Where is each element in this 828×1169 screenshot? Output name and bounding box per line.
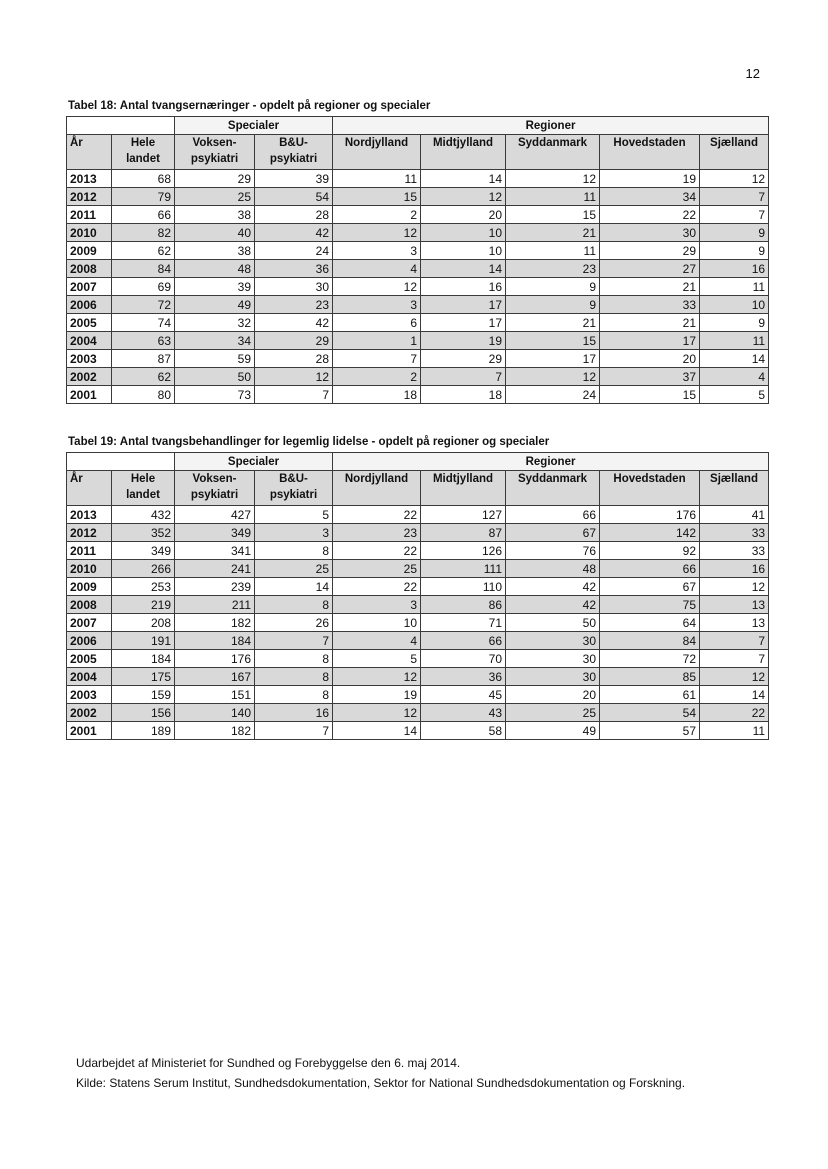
table-cell: 22 xyxy=(333,578,421,596)
table-cell: 3 xyxy=(255,524,333,542)
table-cell: 76 xyxy=(506,542,600,560)
table-cell: 23 xyxy=(255,296,333,314)
table-cell: 85 xyxy=(600,668,700,686)
table-cell: 36 xyxy=(421,668,506,686)
table-cell: 19 xyxy=(421,332,506,350)
table-cell: 18 xyxy=(333,386,421,404)
col-header-year: År xyxy=(67,471,112,506)
table-cell: 66 xyxy=(421,632,506,650)
row-year-cell: 2007 xyxy=(67,278,112,296)
table-cell: 34 xyxy=(175,332,255,350)
table-cell: 48 xyxy=(175,260,255,278)
table-cell: 126 xyxy=(421,542,506,560)
table-row xyxy=(67,386,769,404)
table-cell: 16 xyxy=(421,278,506,296)
table-cell: 3 xyxy=(333,296,421,314)
table-cell: 30 xyxy=(255,278,333,296)
table-cell: 25 xyxy=(175,188,255,206)
col-header-hele-landet: Hele landet xyxy=(112,135,175,170)
table-cell: 12 xyxy=(333,278,421,296)
table-row xyxy=(67,506,769,524)
table-cell: 4 xyxy=(700,368,769,386)
table-cell: 36 xyxy=(255,260,333,278)
row-year-cell: 2008 xyxy=(67,596,112,614)
table-cell: 12 xyxy=(506,368,600,386)
table-cell: 16 xyxy=(255,704,333,722)
table-18-body xyxy=(67,170,769,404)
table-cell: 12 xyxy=(333,668,421,686)
table-cell: 11 xyxy=(333,170,421,188)
table-cell: 63 xyxy=(112,332,175,350)
table-cell: 61 xyxy=(600,686,700,704)
table-cell: 92 xyxy=(600,542,700,560)
table-cell: 20 xyxy=(506,686,600,704)
table-cell: 3 xyxy=(333,242,421,260)
table-cell: 19 xyxy=(333,686,421,704)
group-header-regioner: Regioner xyxy=(333,453,769,471)
table-cell: 12 xyxy=(255,368,333,386)
table-cell: 62 xyxy=(112,368,175,386)
table-cell: 8 xyxy=(255,686,333,704)
table-cell: 59 xyxy=(175,350,255,368)
table-cell: 21 xyxy=(600,278,700,296)
table-cell: 64 xyxy=(600,614,700,632)
table-cell: 8 xyxy=(255,542,333,560)
table-cell: 30 xyxy=(600,224,700,242)
table-cell: 54 xyxy=(600,704,700,722)
table-row xyxy=(67,704,769,722)
table-cell: 21 xyxy=(600,314,700,332)
table-row xyxy=(67,206,769,224)
table-cell: 29 xyxy=(421,350,506,368)
table-cell: 16 xyxy=(700,260,769,278)
table-cell: 29 xyxy=(255,332,333,350)
table-cell: 34 xyxy=(600,188,700,206)
table-cell: 4 xyxy=(333,632,421,650)
table-cell: 184 xyxy=(175,632,255,650)
table-cell: 12 xyxy=(700,578,769,596)
row-year-cell: 2011 xyxy=(67,542,112,560)
table-cell: 17 xyxy=(506,350,600,368)
table-cell: 45 xyxy=(421,686,506,704)
col-header-syddanmark: Syddanmark xyxy=(506,471,600,506)
row-year-cell: 2012 xyxy=(67,188,112,206)
table-cell: 37 xyxy=(600,368,700,386)
table-cell: 30 xyxy=(506,632,600,650)
table-cell: 266 xyxy=(112,560,175,578)
table-cell: 40 xyxy=(175,224,255,242)
table-cell: 7 xyxy=(255,722,333,740)
table-cell: 15 xyxy=(600,386,700,404)
table-cell: 175 xyxy=(112,668,175,686)
table-cell: 352 xyxy=(112,524,175,542)
row-year-cell: 2008 xyxy=(67,260,112,278)
table-cell: 6 xyxy=(333,314,421,332)
col-header-sjaelland: Sjælland xyxy=(700,135,769,170)
row-year-cell: 2003 xyxy=(67,686,112,704)
table-cell: 7 xyxy=(421,368,506,386)
table-cell: 12 xyxy=(421,188,506,206)
table-cell: 68 xyxy=(112,170,175,188)
table-cell: 13 xyxy=(700,596,769,614)
table-row xyxy=(67,314,769,332)
table-row xyxy=(67,722,769,740)
col-header-voksenpsykiatri: Voksen- psykiatri xyxy=(175,471,255,506)
table-row xyxy=(67,668,769,686)
table-cell: 111 xyxy=(421,560,506,578)
table-cell: 5 xyxy=(333,650,421,668)
table-row xyxy=(67,524,769,542)
table-cell: 11 xyxy=(506,188,600,206)
table-cell: 41 xyxy=(700,506,769,524)
table-cell: 21 xyxy=(506,224,600,242)
table-cell: 14 xyxy=(333,722,421,740)
table-cell: 50 xyxy=(506,614,600,632)
table-cell: 29 xyxy=(175,170,255,188)
table-cell: 156 xyxy=(112,704,175,722)
table-cell: 43 xyxy=(421,704,506,722)
table-18-block xyxy=(66,100,768,404)
table-cell: 21 xyxy=(506,314,600,332)
table-cell: 30 xyxy=(506,668,600,686)
table-cell: 33 xyxy=(700,524,769,542)
table-cell: 176 xyxy=(175,650,255,668)
table-cell: 79 xyxy=(112,188,175,206)
table-cell: 67 xyxy=(600,578,700,596)
table-cell: 8 xyxy=(255,668,333,686)
table-row xyxy=(67,170,769,188)
table-cell: 11 xyxy=(700,332,769,350)
table-row xyxy=(67,632,769,650)
col-header-voksenpsykiatri: Voksen- psykiatri xyxy=(175,135,255,170)
table-cell: 9 xyxy=(700,224,769,242)
table-row xyxy=(67,596,769,614)
row-year-cell: 2013 xyxy=(67,170,112,188)
table-cell: 176 xyxy=(600,506,700,524)
table-cell: 72 xyxy=(600,650,700,668)
col-header-hele-landet: Hele landet xyxy=(112,471,175,506)
table-cell: 167 xyxy=(175,668,255,686)
table-cell: 10 xyxy=(421,224,506,242)
table-cell: 26 xyxy=(255,614,333,632)
table-cell: 19 xyxy=(600,170,700,188)
col-header-hovedstaden: Hovedstaden xyxy=(600,471,700,506)
row-year-cell: 2006 xyxy=(67,296,112,314)
table-cell: 80 xyxy=(112,386,175,404)
table-cell: 70 xyxy=(421,650,506,668)
table-cell: 22 xyxy=(333,542,421,560)
table-cell: 219 xyxy=(112,596,175,614)
table-cell: 15 xyxy=(333,188,421,206)
table-cell: 142 xyxy=(600,524,700,542)
table-cell: 7 xyxy=(700,632,769,650)
table-cell: 10 xyxy=(333,614,421,632)
table-cell: 182 xyxy=(175,614,255,632)
table-cell: 67 xyxy=(506,524,600,542)
table-cell: 151 xyxy=(175,686,255,704)
table-cell: 24 xyxy=(506,386,600,404)
table-cell: 42 xyxy=(255,224,333,242)
table-cell: 9 xyxy=(700,314,769,332)
group-header-specialer: Specialer xyxy=(175,453,333,471)
row-year-cell: 2010 xyxy=(67,224,112,242)
table-cell: 25 xyxy=(506,704,600,722)
table-row xyxy=(67,242,769,260)
row-year-cell: 2009 xyxy=(67,242,112,260)
table-19-title: Tabel 19: Antal tvangsbehandlinger for legemlig lidelse - opdelt på regioner og specialer xyxy=(68,436,550,448)
table-cell: 253 xyxy=(112,578,175,596)
table-cell: 17 xyxy=(421,314,506,332)
col-header-nordjylland: Nordjylland xyxy=(333,471,421,506)
row-year-cell: 2001 xyxy=(67,386,112,404)
table-cell: 42 xyxy=(506,578,600,596)
table-cell: 14 xyxy=(700,350,769,368)
table-18-title: Tabel 18: Antal tvangsernæringer - opdelt på regioner og specialer xyxy=(68,100,431,112)
table-cell: 58 xyxy=(421,722,506,740)
row-year-cell: 2005 xyxy=(67,650,112,668)
table-row xyxy=(67,368,769,386)
group-header-specialer: Specialer xyxy=(175,117,333,135)
table-cell: 184 xyxy=(112,650,175,668)
row-year-cell: 2010 xyxy=(67,560,112,578)
table-row xyxy=(67,188,769,206)
table-cell: 86 xyxy=(421,596,506,614)
table-cell: 48 xyxy=(506,560,600,578)
row-year-cell: 2006 xyxy=(67,632,112,650)
table-cell: 57 xyxy=(600,722,700,740)
table-cell: 42 xyxy=(506,596,600,614)
table-cell: 8 xyxy=(255,650,333,668)
table-cell: 84 xyxy=(112,260,175,278)
table-cell: 71 xyxy=(421,614,506,632)
table-cell: 69 xyxy=(112,278,175,296)
table-row xyxy=(67,542,769,560)
col-header-midtjylland: Midtjylland xyxy=(421,135,506,170)
table-cell: 50 xyxy=(175,368,255,386)
table-row xyxy=(67,278,769,296)
row-year-cell: 2013 xyxy=(67,506,112,524)
table-cell: 14 xyxy=(255,578,333,596)
table-cell: 16 xyxy=(700,560,769,578)
footer xyxy=(76,1053,685,1093)
table-cell: 239 xyxy=(175,578,255,596)
table-cell: 49 xyxy=(506,722,600,740)
row-year-cell: 2002 xyxy=(67,704,112,722)
table-cell: 9 xyxy=(506,278,600,296)
table-cell: 110 xyxy=(421,578,506,596)
table-cell: 2 xyxy=(333,206,421,224)
row-year-cell: 2009 xyxy=(67,578,112,596)
table-cell: 1 xyxy=(333,332,421,350)
table-cell: 10 xyxy=(421,242,506,260)
col-header-year: År xyxy=(67,135,112,170)
table-cell: 38 xyxy=(175,242,255,260)
table-cell: 54 xyxy=(255,188,333,206)
row-year-cell: 2004 xyxy=(67,668,112,686)
table-cell: 20 xyxy=(421,206,506,224)
table-cell: 27 xyxy=(600,260,700,278)
table-cell: 7 xyxy=(255,386,333,404)
table-cell: 341 xyxy=(175,542,255,560)
table-cell: 208 xyxy=(112,614,175,632)
table-row xyxy=(67,614,769,632)
table-cell: 7 xyxy=(255,632,333,650)
table-cell: 211 xyxy=(175,596,255,614)
row-year-cell: 2012 xyxy=(67,524,112,542)
table-cell: 12 xyxy=(333,224,421,242)
table-cell: 23 xyxy=(506,260,600,278)
table-cell: 22 xyxy=(333,506,421,524)
table-row xyxy=(67,224,769,242)
table-cell: 127 xyxy=(421,506,506,524)
table-cell: 12 xyxy=(700,170,769,188)
table-cell: 9 xyxy=(506,296,600,314)
footer-prepared-by: Udarbejdet af Ministeriet for Sundhed og Forebyggelse den 6. maj 2014. xyxy=(76,1056,461,1070)
col-header-nordjylland: Nordjylland xyxy=(333,135,421,170)
table-cell: 32 xyxy=(175,314,255,332)
col-header-midtjylland: Midtjylland xyxy=(421,471,506,506)
row-year-cell: 2007 xyxy=(67,614,112,632)
table-18 xyxy=(66,116,769,404)
table-cell: 2 xyxy=(333,368,421,386)
col-header-syddanmark: Syddanmark xyxy=(506,135,600,170)
table-19-block xyxy=(66,436,768,740)
row-year-cell: 2003 xyxy=(67,350,112,368)
footer-source: Kilde: Statens Serum Institut, Sundhedsdokumentation, Sektor for National Sundhedsdokumentation og Forskning. xyxy=(76,1076,686,1090)
table-cell: 28 xyxy=(255,206,333,224)
table-cell: 25 xyxy=(333,560,421,578)
table-cell: 39 xyxy=(175,278,255,296)
table-cell: 87 xyxy=(421,524,506,542)
table-cell: 11 xyxy=(506,242,600,260)
table-cell: 28 xyxy=(255,350,333,368)
table-cell: 140 xyxy=(175,704,255,722)
table-cell: 66 xyxy=(506,506,600,524)
table-cell: 11 xyxy=(700,722,769,740)
table-cell: 159 xyxy=(112,686,175,704)
table-cell: 14 xyxy=(700,686,769,704)
table-cell: 349 xyxy=(112,542,175,560)
table-cell: 12 xyxy=(700,668,769,686)
table-cell: 12 xyxy=(333,704,421,722)
table-cell: 15 xyxy=(506,332,600,350)
table-row xyxy=(67,332,769,350)
table-cell: 73 xyxy=(175,386,255,404)
table-cell: 349 xyxy=(175,524,255,542)
table-cell: 15 xyxy=(506,206,600,224)
table-cell: 5 xyxy=(700,386,769,404)
table-cell: 8 xyxy=(255,596,333,614)
table-cell: 427 xyxy=(175,506,255,524)
table-cell: 191 xyxy=(112,632,175,650)
table-cell: 241 xyxy=(175,560,255,578)
table-cell: 38 xyxy=(175,206,255,224)
table-cell: 22 xyxy=(700,704,769,722)
table-cell: 5 xyxy=(255,506,333,524)
table-cell: 62 xyxy=(112,242,175,260)
table-cell: 3 xyxy=(333,596,421,614)
table-cell: 24 xyxy=(255,242,333,260)
table-cell: 39 xyxy=(255,170,333,188)
row-year-cell: 2001 xyxy=(67,722,112,740)
table-cell: 9 xyxy=(700,242,769,260)
row-year-cell: 2005 xyxy=(67,314,112,332)
table-cell: 33 xyxy=(600,296,700,314)
table-cell: 12 xyxy=(506,170,600,188)
table-cell: 25 xyxy=(255,560,333,578)
table-cell: 7 xyxy=(700,650,769,668)
table-cell: 84 xyxy=(600,632,700,650)
table-19 xyxy=(66,452,769,740)
table-cell: 10 xyxy=(700,296,769,314)
table-cell: 33 xyxy=(700,542,769,560)
table-cell: 74 xyxy=(112,314,175,332)
page-number: 12 xyxy=(745,66,760,81)
table-cell: 23 xyxy=(333,524,421,542)
table-row xyxy=(67,578,769,596)
table-cell: 66 xyxy=(600,560,700,578)
table-cell: 4 xyxy=(333,260,421,278)
table-cell: 75 xyxy=(600,596,700,614)
table-cell: 87 xyxy=(112,350,175,368)
row-year-cell: 2002 xyxy=(67,368,112,386)
table-cell: 72 xyxy=(112,296,175,314)
col-header-hovedstaden: Hovedstaden xyxy=(600,135,700,170)
table-row xyxy=(67,650,769,668)
table-cell: 7 xyxy=(333,350,421,368)
table-cell: 30 xyxy=(506,650,600,668)
table-cell: 14 xyxy=(421,170,506,188)
table-cell: 189 xyxy=(112,722,175,740)
table-cell: 17 xyxy=(421,296,506,314)
table-cell: 17 xyxy=(600,332,700,350)
table-cell: 7 xyxy=(700,206,769,224)
table-cell: 20 xyxy=(600,350,700,368)
table-cell: 13 xyxy=(700,614,769,632)
table-19-body xyxy=(67,506,769,740)
row-year-cell: 2011 xyxy=(67,206,112,224)
table-cell: 432 xyxy=(112,506,175,524)
row-year-cell: 2004 xyxy=(67,332,112,350)
group-header-regioner: Regioner xyxy=(333,117,769,135)
table-cell: 82 xyxy=(112,224,175,242)
col-header-bu-psykiatri: B&U- psykiatri xyxy=(255,135,333,170)
table-row xyxy=(67,296,769,314)
table-row xyxy=(67,686,769,704)
table-cell: 7 xyxy=(700,188,769,206)
col-header-bu-psykiatri: B&U- psykiatri xyxy=(255,471,333,506)
table-cell: 29 xyxy=(600,242,700,260)
table-row xyxy=(67,260,769,278)
table-row xyxy=(67,560,769,578)
col-header-sjaelland: Sjælland xyxy=(700,471,769,506)
table-cell: 182 xyxy=(175,722,255,740)
table-cell: 14 xyxy=(421,260,506,278)
table-cell: 42 xyxy=(255,314,333,332)
table-row xyxy=(67,350,769,368)
table-cell: 66 xyxy=(112,206,175,224)
header-blank xyxy=(67,453,175,471)
table-cell: 22 xyxy=(600,206,700,224)
table-cell: 49 xyxy=(175,296,255,314)
table-cell: 11 xyxy=(700,278,769,296)
header-blank xyxy=(67,117,175,135)
table-cell: 18 xyxy=(421,386,506,404)
